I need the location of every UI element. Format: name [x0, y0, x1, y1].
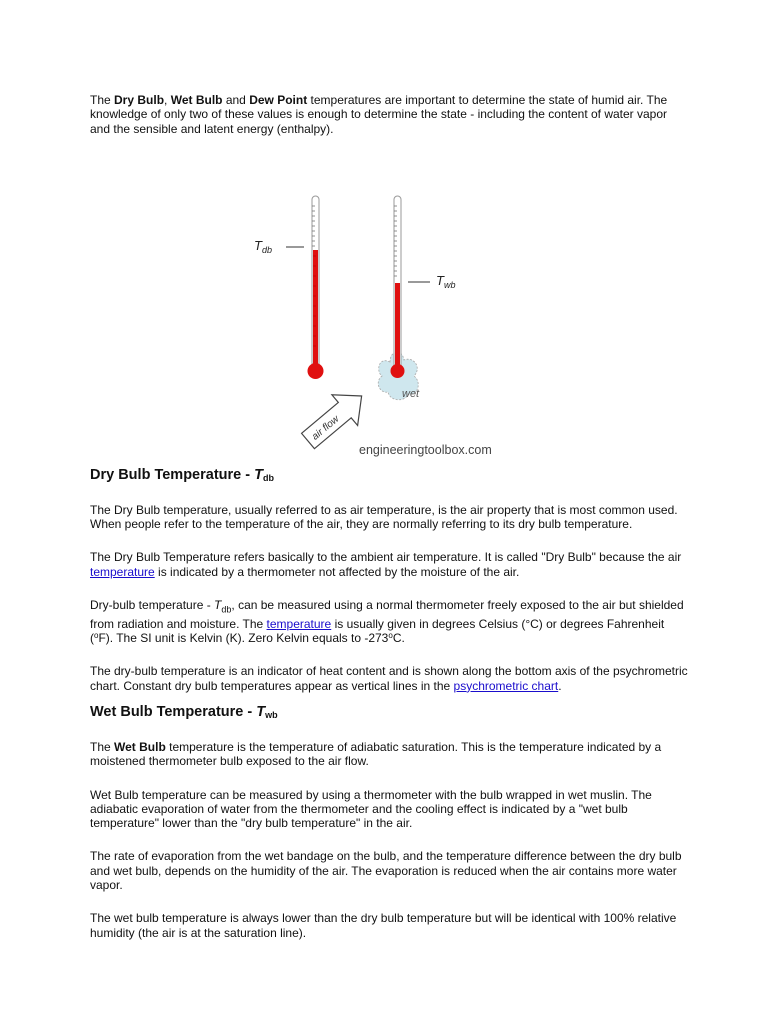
wet-paragraph-1: The Wet Bulb temperature is the temperature of adiabatic saturation. This is the temperature indicated by a moistened thermometer bulb exposed to the air flow. — [90, 739, 662, 769]
text: , — [164, 93, 171, 107]
document-content — [90, 93, 690, 940]
text: temperatures are important to determine the state of humid air. The knowledge of only two of these values is enough to determine the state - including the content of water vapor and the sensible and latent energy (enthalpy). — [90, 93, 668, 136]
dry-mercury-column — [313, 250, 318, 372]
dry-paragraph-3: Dry-bulb temperature - $T_{db}$, can be measured using a normal thermometer freely exposed to the air but shielded from radiation and moisture. The temperature is usually given in degrees Celsius (°C) or degrees Fahrenheit ($^o$F). The SI unit is Kelvin (K). Zero Kelvin equals to -273$^o$C. — [90, 598, 684, 646]
wet-bulb-heading: Wet Bulb Temperature - $T_{wb}$ — [90, 703, 278, 720]
temperature-link[interactable]: temperature — [266, 616, 332, 631]
air-flow-label: air flow — [310, 413, 342, 443]
dry-bulb — [308, 363, 324, 379]
text: and — [222, 93, 250, 107]
wet-paragraph-3: The rate of evaporation from the wet bandage on the bulb, and the temperature difference between the dry bulb and wet bulb, depends on the humidity of the air. The evaporation is reduced when the air contains more water vapor. — [90, 849, 682, 893]
wet-bulb-thermometer — [378, 196, 455, 400]
term-wet-bulb: Wet Bulb — [170, 93, 223, 107]
intro-paragraph — [90, 93, 690, 136]
term-dry-bulb: Dry Bulb — [114, 93, 165, 107]
wet-mercury-column — [395, 283, 400, 373]
wet-paragraph-4: The wet bulb temperature is always lower than the dry bulb temperature but will be identical with 100% relative humidity (the air is at the saturation line). — [90, 911, 677, 940]
text: The — [90, 93, 115, 107]
temperature-link[interactable]: temperature — [90, 564, 155, 579]
wet-bulb — [391, 364, 405, 378]
thermometer-figure — [90, 136, 690, 466]
dry-paragraph-1: The Dry Bulb temperature, usually referred to as air temperature, is the air property that is most common used. When people refer to the temperature of the air, they are normally referring to its dry bulb temperature. — [90, 502, 678, 532]
dry-bulb-heading: Dry Bulb Temperature - $T_{db}$ — [90, 466, 274, 483]
dry-bulb-thermometer — [254, 196, 324, 379]
dry-paragraph-4: The dry-bulb temperature is an indicator of heat content and is shown along the bottom axis of the psychrometric chart. Constant dry bulb temperatures appear as vertical lines in the psychrometric chart. — [90, 664, 688, 693]
wet-label: wet — [402, 387, 420, 400]
term-dew-point: Dew Point — [249, 93, 308, 107]
wet-paragraph-2: Wet Bulb temperature can be measured by using a thermometer with the bulb wrapped in wet muslin. The adiabatic evaporation of water from the thermometer and the cooling effect is indicated by a "wet bulb temperature" lower than the "dry bulb temperature" in the air. — [90, 787, 652, 831]
psychrometric-chart-link[interactable]: psychrometric chart — [453, 678, 559, 693]
label-twb: $T_{wb}$ — [436, 272, 456, 290]
dry-paragraph-2: The Dry Bulb Temperature refers basically to the ambient air temperature. It is called "Dry Bulb" because the air temperature is indicated by a thermometer not affected by the moisture of the air. — [90, 550, 682, 579]
label-tdb: $T_{db}$ — [254, 237, 272, 255]
thermometer-diagram — [90, 136, 690, 466]
watermark: engineeringtoolbox.com — [359, 442, 492, 457]
